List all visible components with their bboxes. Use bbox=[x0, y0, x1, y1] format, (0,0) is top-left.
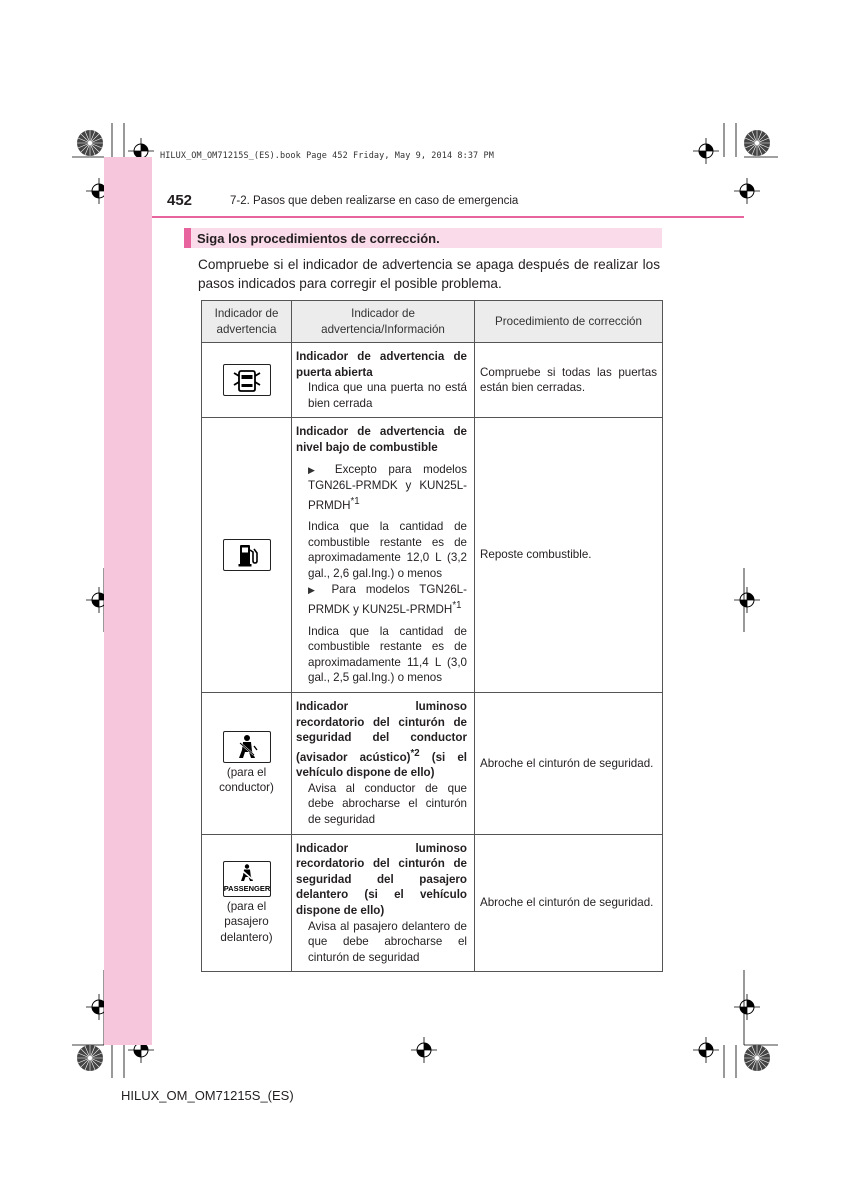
section-heading: Siga los procedimientos de corrección. bbox=[197, 231, 440, 246]
book-info: HILUX_OM_OM71215S_(ES).book Page 452 Friday, May 9, 2014 8:37 PM bbox=[160, 151, 494, 161]
triangle-bullet-icon: ▶ bbox=[308, 464, 324, 475]
procedure-cell: Abroche el cinturón de seguridad. bbox=[475, 693, 663, 835]
column-header: Indicador de advertencia/Información bbox=[292, 301, 475, 343]
indicator-cell bbox=[202, 418, 292, 693]
procedure-cell: Compruebe si todas las puertas están bien cerradas. bbox=[475, 343, 663, 418]
heading-marker bbox=[184, 228, 191, 248]
indicator-title: Indicador luminoso recordatorio del cinturón de seguridad del conductor (avisador acústico)$^{*2}$ (si el vehículo dispone de ello) bbox=[296, 700, 467, 780]
table-row bbox=[202, 418, 663, 693]
intro-paragraph: Compruebe si el indicador de advertencia se apaga después de realizar los pasos indicados para corregir el posible problema. bbox=[198, 257, 660, 291]
svg-text:PASSENGER: PASSENGER bbox=[223, 883, 270, 893]
door-open-icon bbox=[223, 364, 271, 396]
passenger-seatbelt-icon bbox=[223, 861, 271, 897]
page-number: 452 bbox=[167, 192, 193, 209]
header-rule bbox=[152, 216, 744, 218]
table-row bbox=[202, 343, 663, 418]
model-condition: ▶ Excepto para modelos TGN26L-PRMDK y KUN25L-PRMDH$^{*1}$ bbox=[308, 462, 467, 512]
column-header: Indicador de advertencia bbox=[202, 301, 292, 343]
indicator-cell bbox=[202, 834, 292, 972]
indicator-cell bbox=[202, 343, 292, 418]
indicator-info: Avisa al conductor de que debe abrocharse el cinturón de seguridad bbox=[308, 781, 467, 827]
indicator-caption: (para el conductor) bbox=[219, 765, 274, 795]
column-header: Procedimiento de corrección bbox=[475, 301, 663, 343]
warning-table bbox=[201, 300, 663, 972]
procedure-cell: Reposte combustible. bbox=[475, 418, 663, 693]
indicator-title: Indicador de advertencia de puerta abierta bbox=[296, 350, 467, 379]
footer-code: HILUX_OM_OM71215S_(ES) bbox=[121, 1088, 294, 1103]
model-condition: ▶ Para modelos TGN26L-PRMDK y KUN25L-PRMDH$^{*1}$ bbox=[308, 582, 467, 617]
indicator-info: Indica que la cantidad de combustible restante es de aproximadamente 11,4 L (3,0 gal., 2,5 gal.Ing.) o menos bbox=[308, 624, 467, 685]
indicator-caption: (para el pasajero delantero) bbox=[220, 899, 273, 944]
info-cell bbox=[292, 693, 475, 835]
triangle-bullet-icon: ▶ bbox=[308, 584, 322, 595]
indicator-title: Indicador luminoso recordatorio del cinturón de seguridad del pasajero delantero (si el vehículo dispone de ello) bbox=[296, 841, 467, 917]
indicator-info: Indica que la cantidad de combustible restante es de aproximadamente 12,0 L (3,2 gal., 2,6 gal.Ing.) o menos bbox=[308, 520, 467, 580]
info-cell bbox=[292, 343, 475, 418]
info-cell bbox=[292, 418, 475, 693]
indicator-cell bbox=[202, 693, 292, 835]
section-title: 7-2. Pasos que deben realizarse en caso de emergencia bbox=[230, 195, 519, 207]
chapter-tab-band bbox=[104, 157, 152, 1045]
table-row bbox=[202, 834, 663, 972]
procedure-cell: Abroche el cinturón de seguridad. bbox=[475, 834, 663, 972]
indicator-info: Avisa al pasajero delantero de que debe abrocharse el cinturón de seguridad bbox=[308, 919, 467, 964]
table-row bbox=[202, 693, 663, 835]
indicator-info: Indica que una puerta no está bien cerrada bbox=[308, 381, 467, 410]
seatbelt-icon bbox=[223, 731, 271, 763]
indicator-title: Indicador de advertencia de nivel bajo de combustible bbox=[296, 425, 467, 454]
fuel-pump-icon bbox=[223, 539, 271, 571]
info-cell bbox=[292, 834, 475, 972]
table-header-row bbox=[202, 301, 663, 343]
